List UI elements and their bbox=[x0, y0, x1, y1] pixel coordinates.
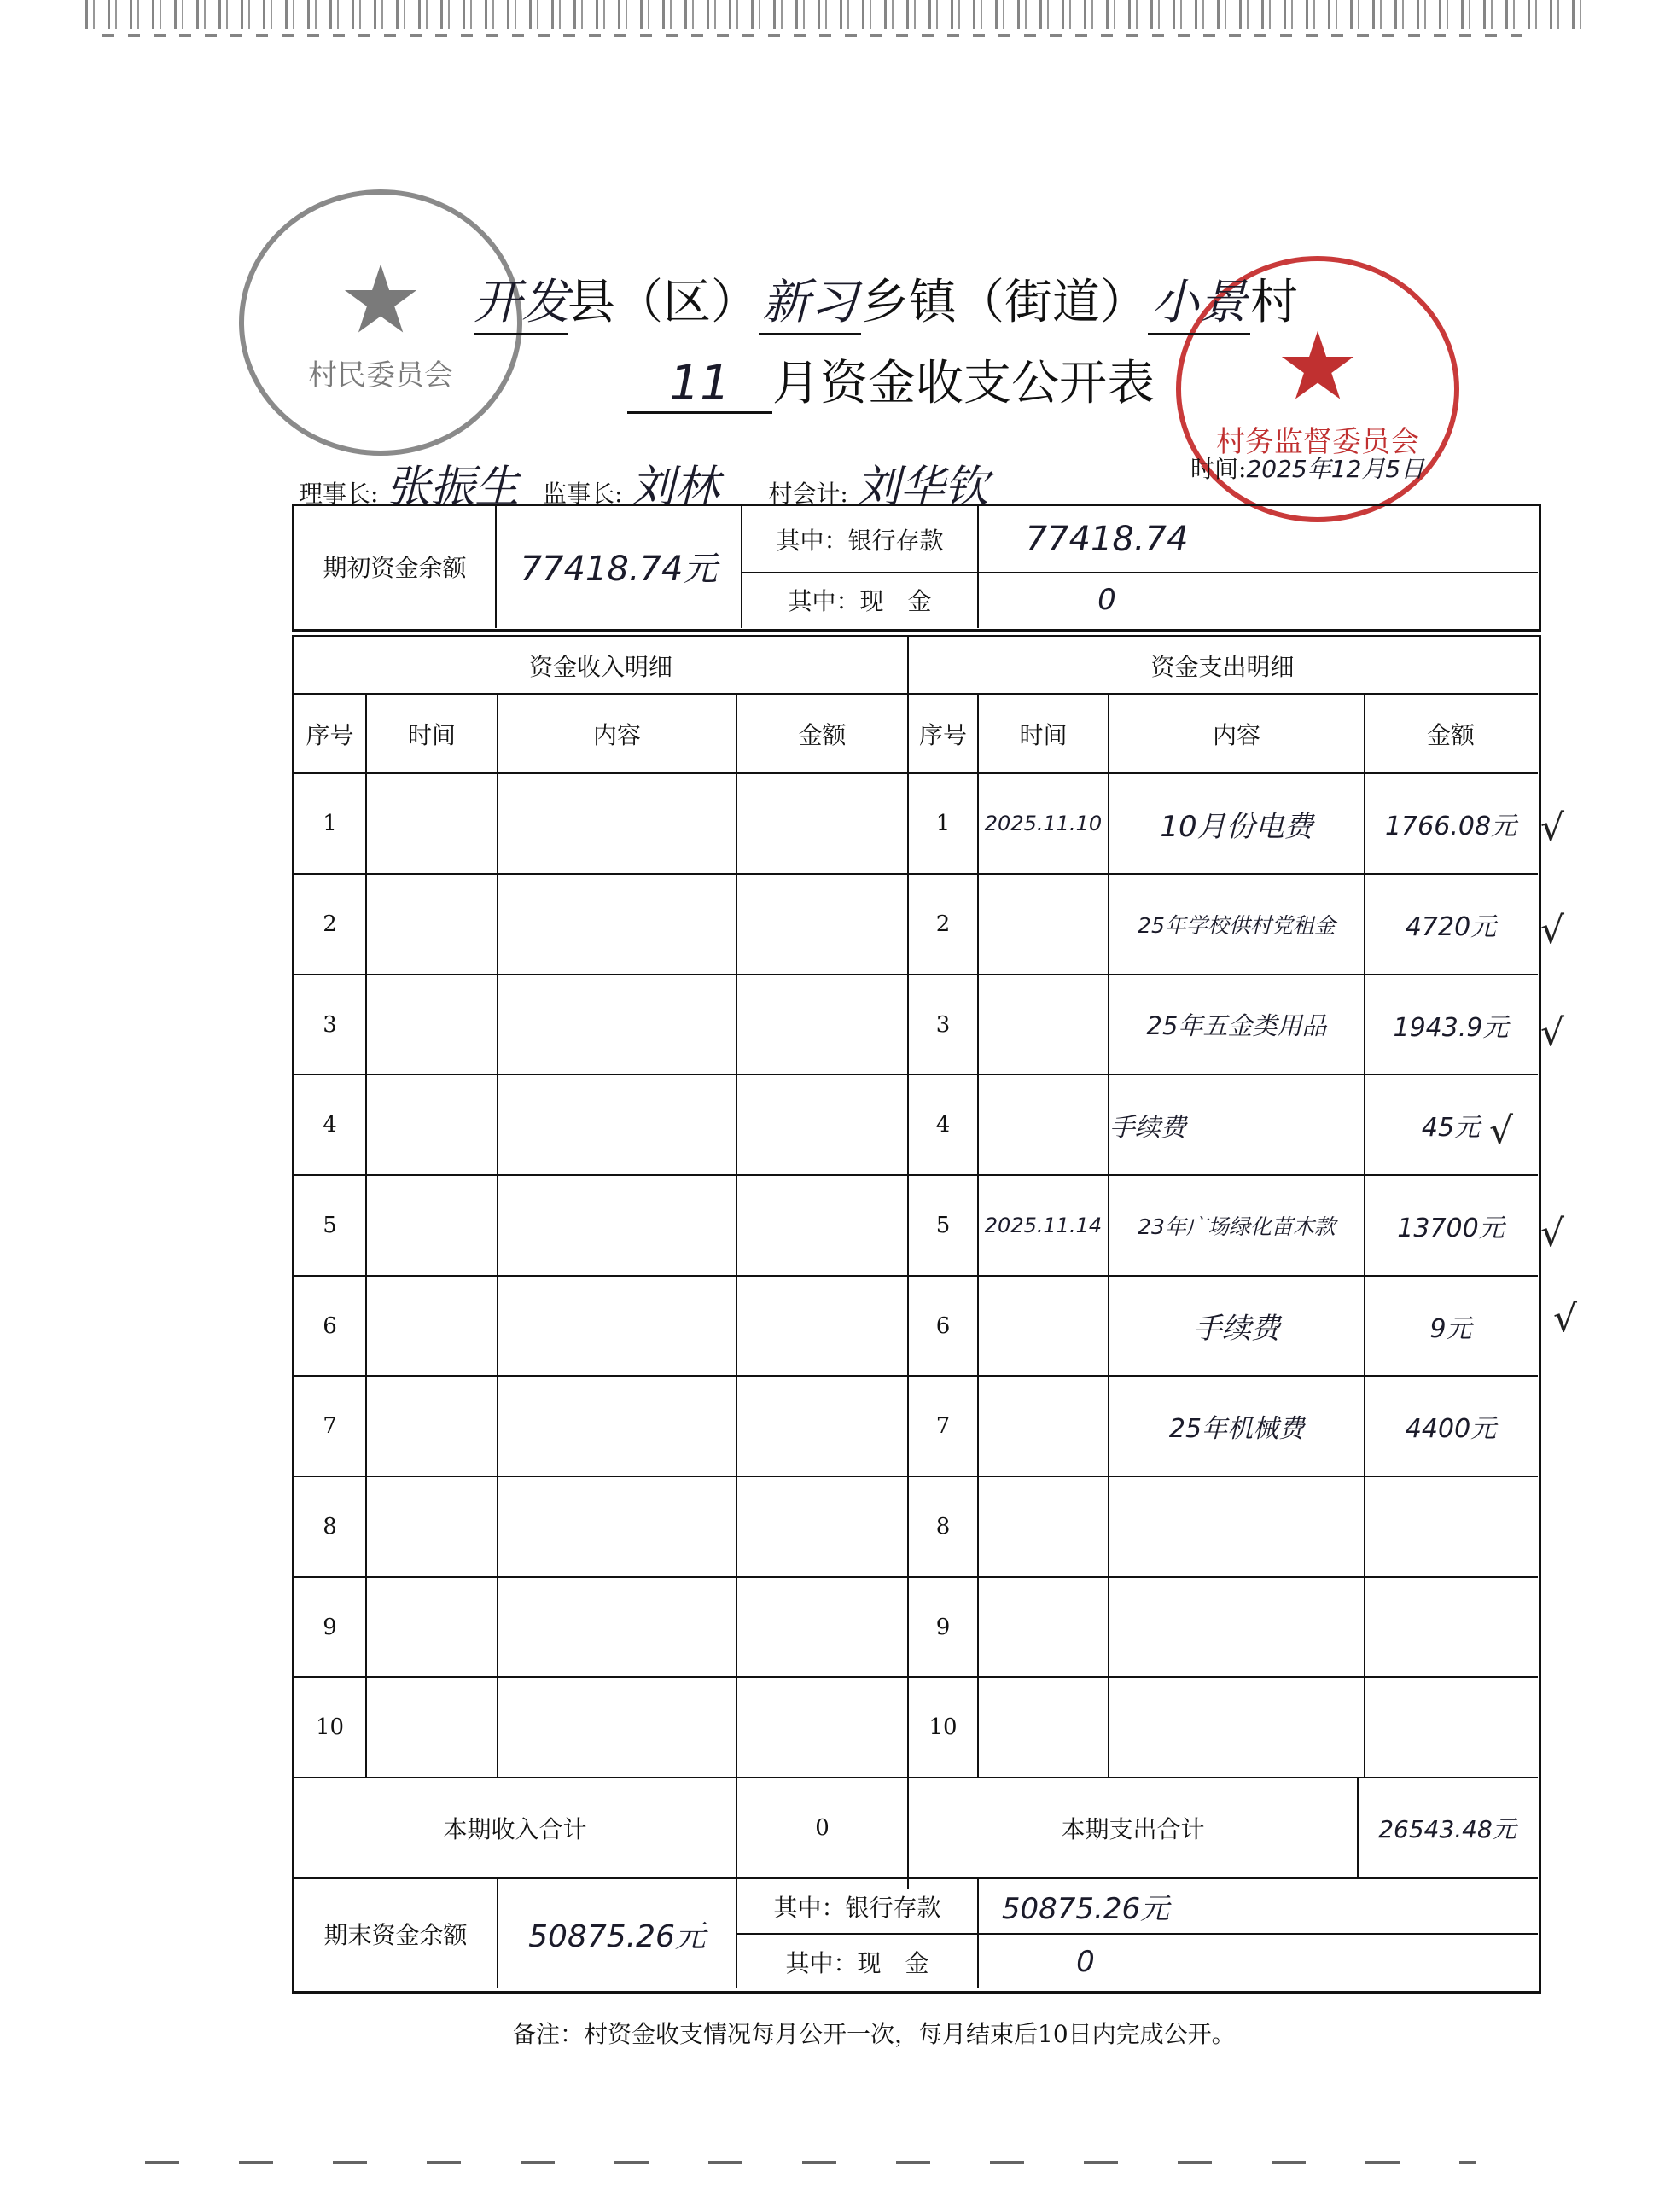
opening-amount: 77418.74元 bbox=[520, 550, 718, 589]
expense-row-3-content: 25年五金类用品 bbox=[1146, 1011, 1327, 1040]
income-row-10-no: 10 bbox=[315, 1714, 345, 1740]
scan-noise-bottom bbox=[145, 2161, 1476, 2164]
expense-row-4-amount: 45元 bbox=[1421, 1113, 1481, 1143]
opening-label: 期初资金余额 bbox=[323, 553, 467, 582]
expense-row-6-time bbox=[979, 1277, 1108, 1375]
time-value: 2025年12月5日 bbox=[1246, 455, 1425, 483]
closing-bank-label: 其中：银行存款 bbox=[773, 1893, 941, 1922]
expense-row-2-no: 2 bbox=[935, 911, 951, 937]
time-label: 时间: bbox=[1190, 455, 1247, 483]
expense-row-1-content: 10月份电费 bbox=[1160, 809, 1313, 844]
county-handwritten: 开发 bbox=[474, 265, 568, 335]
expense-header-time: 时间 bbox=[1019, 720, 1068, 749]
opening-cash-value: 0 bbox=[1097, 583, 1116, 617]
expense-row-1-time: 2025.11.10 bbox=[984, 812, 1103, 835]
expense-row-4-content: 手续费 bbox=[1109, 1113, 1186, 1143]
accountant-signature: 刘华钦 bbox=[855, 462, 989, 513]
check-mark-row-3: √ bbox=[1540, 1011, 1565, 1055]
accountant-label: 村会计: bbox=[768, 480, 848, 508]
expense-header-content: 内容 bbox=[1212, 720, 1260, 749]
income-header-content: 内容 bbox=[592, 720, 641, 749]
expense-row-5-no: 5 bbox=[935, 1213, 951, 1238]
time-row bbox=[1190, 451, 1424, 485]
expense-row-4-time bbox=[979, 1075, 1108, 1174]
expense-row-10-no: 10 bbox=[928, 1714, 958, 1740]
village-handwritten: 小景 bbox=[1148, 265, 1250, 335]
expense-row-1-amount: 1766.08元 bbox=[1384, 812, 1517, 841]
check-mark-row-2: √ bbox=[1540, 909, 1565, 952]
scan-noise-top-line bbox=[102, 34, 1536, 37]
expense-row-7-amount: 4400元 bbox=[1405, 1414, 1497, 1444]
title-line-1 bbox=[474, 265, 1298, 335]
expense-row-2-time bbox=[979, 875, 1108, 974]
expense-row-7-no: 7 bbox=[935, 1413, 951, 1439]
check-mark-row-1: √ bbox=[1540, 806, 1565, 850]
income-total-value: 0 bbox=[815, 1815, 830, 1841]
closing-cash-value: 0 bbox=[1076, 1944, 1095, 1979]
supervisor-label: 监事长: bbox=[543, 480, 623, 508]
income-row-8-no: 8 bbox=[323, 1514, 337, 1540]
expense-row-6-no: 6 bbox=[935, 1313, 951, 1339]
expense-row-3-no: 3 bbox=[935, 1011, 951, 1038]
director-label: 理事长: bbox=[299, 480, 379, 508]
expense-row-3-amount: 1943.9元 bbox=[1393, 1012, 1509, 1043]
seal-right-text: 村务监督委员会 bbox=[1216, 424, 1419, 459]
expense-row-2-amount: 4720元 bbox=[1405, 912, 1497, 942]
expense-total-label: 本期支出合计 bbox=[1061, 1815, 1205, 1843]
expense-row-5-time: 2025.11.14 bbox=[984, 1214, 1103, 1237]
expense-total-value: 26543.48元 bbox=[1378, 1815, 1516, 1843]
expense-row-4-no: 4 bbox=[935, 1112, 951, 1138]
income-header-amount: 金额 bbox=[798, 720, 847, 749]
expense-row-3-time bbox=[979, 975, 1108, 1074]
footnote: 备注：村资金收支情况每月公开一次，每月结束后10日内完成公开。 bbox=[512, 2020, 1236, 2048]
opening-bank-label: 其中：银行存款 bbox=[776, 526, 944, 555]
closing-bank-value: 50875.26元 bbox=[1001, 1892, 1170, 1926]
income-row-9-no: 9 bbox=[323, 1614, 337, 1640]
income-row-7-no: 7 bbox=[323, 1413, 337, 1439]
income-row-4-no: 4 bbox=[323, 1112, 337, 1138]
town-handwritten: 新习 bbox=[759, 265, 861, 335]
income-title: 资金收入明细 bbox=[528, 652, 672, 681]
check-mark-row-4: √ bbox=[1489, 1109, 1514, 1153]
income-header-time: 时间 bbox=[407, 720, 456, 749]
title-line-2 bbox=[627, 346, 1155, 414]
expense-row-7-content: 25年机械费 bbox=[1168, 1414, 1305, 1444]
expense-title: 资金支出明细 bbox=[1150, 652, 1295, 681]
seal-left-text: 村民委员会 bbox=[308, 358, 453, 393]
town-label: 乡镇（街道） bbox=[861, 275, 1148, 330]
income-row-1-no: 1 bbox=[323, 811, 337, 836]
supervisor-signature: 刘林 bbox=[630, 462, 719, 513]
seal-star-icon: ★ bbox=[338, 244, 423, 354]
seal-red-star-icon: ★ bbox=[1275, 311, 1360, 421]
income-header-no: 序号 bbox=[306, 720, 354, 749]
scan-noise-top bbox=[85, 0, 1587, 29]
month-label: 月资金收支公开表 bbox=[772, 356, 1155, 411]
expense-row-1-no: 1 bbox=[935, 811, 951, 836]
expense-row-6-amount: 9元 bbox=[1429, 1313, 1472, 1344]
county-label: 县（区） bbox=[568, 275, 759, 330]
closing-amount: 50875.26元 bbox=[528, 1918, 706, 1954]
income-total-label: 本期收入合计 bbox=[443, 1815, 587, 1843]
closing-cash-label: 其中：现 金 bbox=[785, 1948, 929, 1977]
income-row-3-no: 3 bbox=[323, 1011, 337, 1038]
expense-row-5-content: 23年广场绿化苗木款 bbox=[1138, 1214, 1336, 1239]
expense-row-6-content: 手续费 bbox=[1193, 1312, 1280, 1346]
opening-bank-value: 77418.74 bbox=[1025, 519, 1189, 559]
expense-row-8-no: 8 bbox=[935, 1514, 951, 1540]
expense-row-9-no: 9 bbox=[935, 1614, 951, 1640]
check-mark-row-6: √ bbox=[1553, 1297, 1578, 1341]
expense-row-5-amount: 13700元 bbox=[1397, 1214, 1505, 1243]
income-row-5-no: 5 bbox=[323, 1213, 337, 1238]
opening-cash-label: 其中：现 金 bbox=[788, 587, 932, 615]
expense-row-7-time bbox=[979, 1377, 1108, 1476]
expense-row-2-content: 25年学校供村党租金 bbox=[1138, 913, 1336, 938]
income-row-6-no: 6 bbox=[323, 1313, 337, 1339]
income-row-2-no: 2 bbox=[323, 911, 337, 937]
expense-header-amount: 金额 bbox=[1426, 720, 1475, 749]
check-mark-row-5: √ bbox=[1540, 1212, 1565, 1255]
director-signature: 张振生 bbox=[386, 462, 520, 513]
month-handwritten: 11 bbox=[627, 356, 772, 414]
village-label: 村 bbox=[1250, 275, 1298, 330]
expense-header-no: 序号 bbox=[918, 720, 967, 749]
closing-label: 期末资金余额 bbox=[323, 1921, 468, 1949]
